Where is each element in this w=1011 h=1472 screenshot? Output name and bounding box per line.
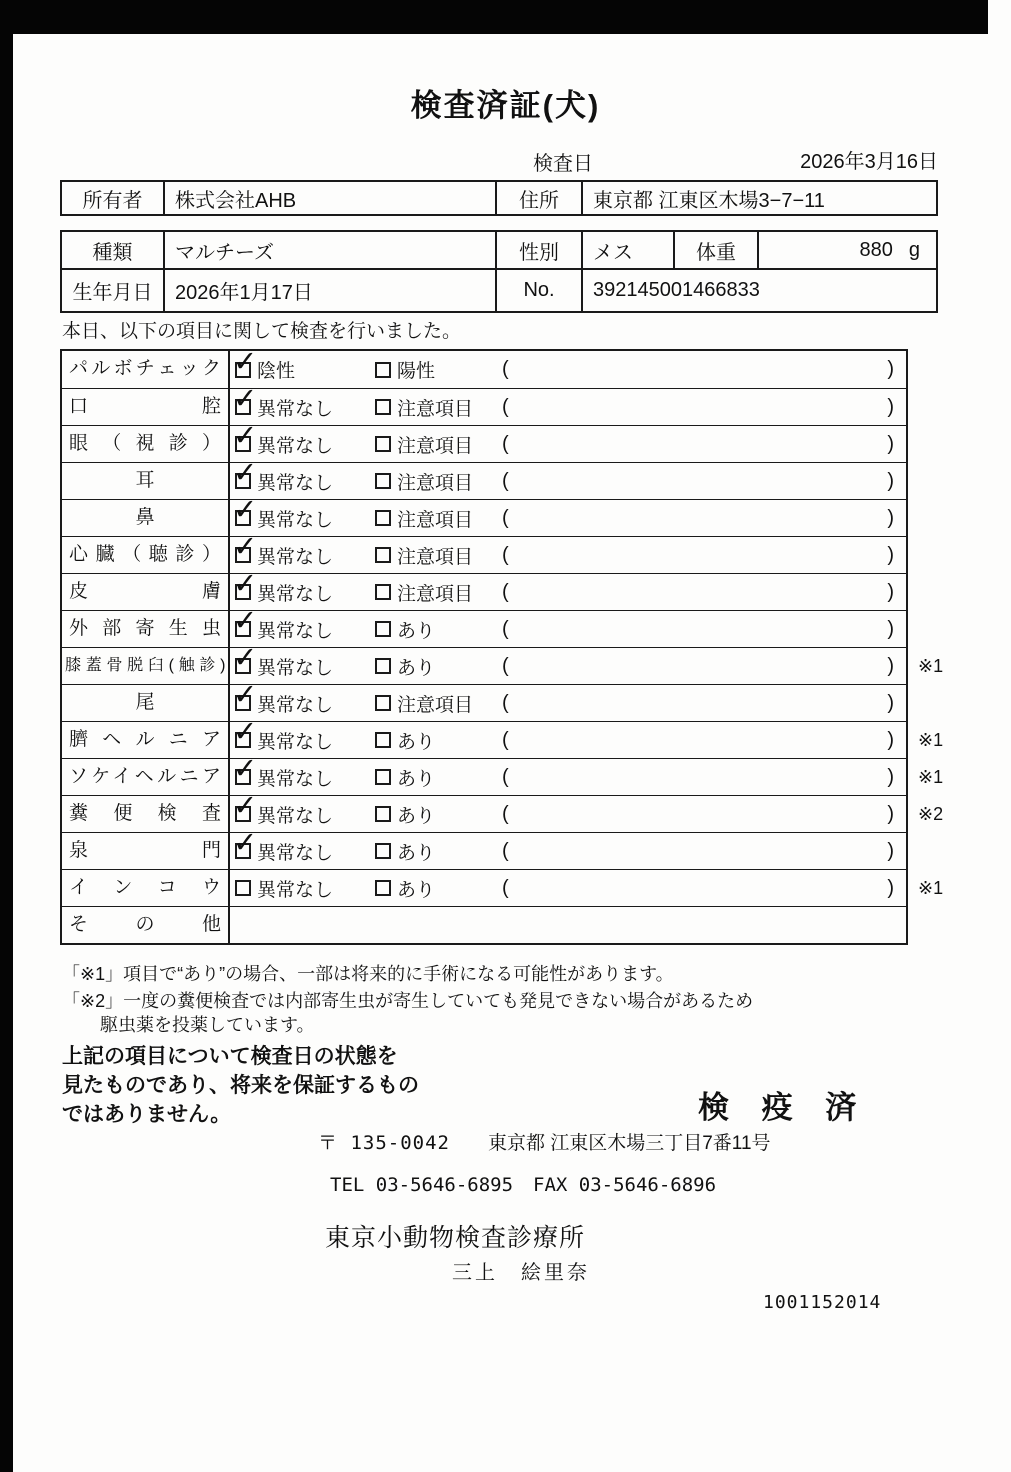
- option-label: 異常なし: [257, 398, 334, 420]
- row-label: 尾: [62, 685, 230, 721]
- row-label: ソケイヘルニア: [62, 759, 230, 795]
- checkbox: [233, 605, 258, 637]
- option-label: 注意項目: [397, 546, 474, 568]
- row-label: 泉門: [62, 833, 230, 869]
- checkbox: [233, 457, 258, 489]
- paren-open: (: [502, 469, 509, 492]
- paren-close: ): [887, 543, 894, 566]
- checkbox: [375, 695, 391, 711]
- table-row: [62, 383, 906, 425]
- option-label: 異常なし: [257, 879, 334, 901]
- option-label: 注意項目: [397, 398, 474, 420]
- option-label: あり: [397, 879, 436, 901]
- checkmark: ✓: [233, 605, 258, 637]
- option-label: 陽性: [397, 361, 436, 382]
- checkbox: [375, 732, 391, 748]
- inspection-date-value: 2026年3月16日: [800, 151, 938, 173]
- option-label: あり: [397, 731, 436, 753]
- option-label: 異常なし: [257, 731, 334, 753]
- checkmark: ✓: [233, 716, 258, 748]
- table-row: [62, 906, 906, 943]
- quarantine-stamp: 検 疫 済: [698, 1090, 869, 1125]
- checkbox: [235, 880, 251, 896]
- checkbox: [375, 473, 391, 489]
- footnote-2: 「※2」一度の糞便検査では内部寄生虫が寄生していても発見できない場合があるため: [62, 991, 754, 1011]
- table-row: [62, 568, 906, 610]
- paren-open: (: [502, 839, 509, 862]
- fax-number: FAX 03-5646-6896: [533, 1174, 717, 1196]
- checkmark: ✓: [233, 420, 258, 452]
- option-label: 異常なし: [257, 768, 334, 790]
- inspection-table: [60, 345, 944, 945]
- option-label: 異常なし: [257, 657, 334, 679]
- footnote-1: 「※1」項目で“あり”の場合、一部は将来的に手術になる可能性があります。: [62, 964, 674, 984]
- row-label: その他: [62, 907, 230, 943]
- option-label: 注意項目: [397, 435, 474, 457]
- serial-number: 1001152014: [763, 1292, 882, 1313]
- checkmark: ✓: [233, 531, 258, 563]
- row-note: ※1: [918, 729, 944, 750]
- table-row: [62, 345, 906, 388]
- birthdate-label: 生年月日: [62, 270, 165, 311]
- checkmark: ✓: [233, 790, 258, 822]
- row-note: ※1: [918, 655, 944, 676]
- address-label: 住所: [497, 182, 583, 214]
- option-label: 注意項目: [397, 694, 474, 716]
- postal-code: 〒 135-0042: [318, 1132, 450, 1154]
- table-row: [62, 716, 944, 758]
- checkbox: [233, 383, 258, 415]
- option-label: 異常なし: [257, 546, 334, 568]
- sex-label: 性別: [497, 232, 583, 268]
- checkbox: [375, 658, 391, 674]
- clinic-name: 東京小動物検査診療所: [325, 1224, 586, 1252]
- checkmark: ✓: [233, 494, 258, 526]
- checkmark: ✓: [233, 753, 258, 785]
- clinic-address: 東京都 江東区木場三丁目7番11号: [487, 1133, 771, 1154]
- row-label: パルボチェック: [62, 351, 230, 388]
- option-label: 注意項目: [397, 509, 474, 531]
- sex-value: メス: [583, 232, 675, 268]
- clinic-address-line: [318, 1128, 771, 1155]
- checkmark: ✓: [233, 642, 258, 674]
- row-note: ※1: [918, 877, 944, 898]
- paren-close: ): [887, 432, 894, 455]
- row-label: 心臓（聴診）: [62, 537, 230, 573]
- option-label: 異常なし: [257, 435, 334, 457]
- table-row: [62, 420, 906, 462]
- owner-value: 株式会社AHB: [165, 182, 497, 214]
- paren-close: ): [887, 839, 894, 862]
- contact-line: [330, 1174, 716, 1196]
- option-label: 異常なし: [257, 583, 334, 605]
- paren-open: (: [502, 617, 509, 640]
- table-row: [62, 494, 906, 536]
- option-label: あり: [397, 620, 436, 642]
- disclaimer-line: ではありません。: [62, 1103, 232, 1126]
- disclaimer: [62, 1042, 419, 1129]
- paren-close: ): [887, 728, 894, 751]
- table-row: [62, 869, 944, 906]
- checkbox: [233, 494, 258, 526]
- row-label: 臍ヘルニア: [62, 722, 230, 758]
- checkbox: [375, 769, 391, 785]
- checkbox: [233, 753, 258, 785]
- row-label: 糞便検査: [62, 796, 230, 832]
- checkbox: [233, 716, 258, 748]
- checkbox: [375, 547, 391, 563]
- paren-open: (: [502, 802, 509, 825]
- checkmark: ✓: [233, 827, 258, 859]
- checkmark: ✓: [233, 457, 258, 489]
- examiner-name: 三上 絵里奈: [452, 1262, 590, 1284]
- table-row: [62, 753, 944, 795]
- row-note: ※2: [918, 803, 944, 824]
- table-row: [62, 457, 906, 499]
- row-label: 口腔: [62, 389, 230, 425]
- breed-label: 種類: [62, 232, 165, 268]
- birthdate-value: 2026年1月17日: [165, 270, 497, 311]
- option-label: 異常なし: [257, 842, 334, 864]
- weight-unit: g: [908, 238, 920, 261]
- paren-open: (: [502, 691, 509, 714]
- paren-open: (: [502, 543, 509, 566]
- paren-close: ): [887, 580, 894, 603]
- table-row: [62, 531, 906, 573]
- owner-table: [60, 180, 938, 216]
- option-label: あり: [397, 768, 436, 790]
- table-row: [62, 790, 944, 832]
- paren-open: (: [502, 876, 509, 899]
- option-label: 異常なし: [257, 805, 334, 827]
- option-label: 異常なし: [257, 694, 334, 716]
- weight-value: 880: [859, 238, 893, 261]
- paren-close: ): [887, 469, 894, 492]
- paren-open: (: [502, 765, 509, 788]
- option-label: 陰性: [257, 361, 296, 382]
- weight-value-cell: [759, 232, 936, 268]
- option-label: 異常なし: [257, 620, 334, 642]
- disclaimer-line: 見たものであり、将来を保証するもの: [62, 1074, 419, 1097]
- footnote-2-cont: 駆虫薬を投薬しています。: [100, 1015, 315, 1035]
- weight-label: 体重: [675, 232, 759, 268]
- checkbox: [375, 880, 391, 896]
- table-row: [62, 827, 906, 869]
- option-label: あり: [397, 842, 436, 864]
- checkbox: [375, 843, 391, 859]
- checkbox: [375, 362, 391, 378]
- paren-close: ): [887, 617, 894, 640]
- checkbox: [375, 806, 391, 822]
- no-label: No.: [497, 270, 583, 311]
- paren-close: ): [887, 876, 894, 899]
- row-label: 外部寄生虫: [62, 611, 230, 647]
- checkmark: ✓: [233, 679, 258, 711]
- checkbox: [233, 345, 258, 378]
- paren-open: (: [502, 654, 509, 677]
- row-label: 耳: [62, 463, 230, 499]
- checkmark: ✓: [233, 345, 258, 378]
- paren-close: ): [887, 802, 894, 825]
- paren-close: ): [887, 654, 894, 677]
- scan-artifact-left: [0, 0, 13, 1472]
- no-value: 392145001466833: [593, 279, 760, 301]
- option-label: 注意項目: [397, 472, 474, 494]
- checkbox: [233, 531, 258, 563]
- breed-value: マルチーズ: [165, 232, 497, 268]
- row-label: 皮膚: [62, 574, 230, 610]
- checkbox: [233, 568, 258, 600]
- tel-number: TEL 03-5646-6895: [330, 1174, 514, 1196]
- scan-artifact-top: [0, 0, 988, 34]
- checkbox: [233, 790, 258, 822]
- option-label: 注意項目: [397, 583, 474, 605]
- animal-info-table: [60, 230, 938, 313]
- paren-open: (: [502, 432, 509, 455]
- row-label: 眼（視診）: [62, 426, 230, 462]
- row-label: 膝蓋骨脱臼(触診): [62, 648, 230, 684]
- checkbox: [375, 510, 391, 526]
- checkmark: ✓: [233, 383, 258, 415]
- table-row: [62, 679, 906, 721]
- checkbox: [375, 399, 391, 415]
- paren-close: ): [887, 358, 894, 380]
- checkbox: [375, 584, 391, 600]
- paren-open: (: [502, 395, 509, 418]
- paren-close: ): [887, 765, 894, 788]
- paren-close: ): [887, 395, 894, 418]
- paren-close: ): [887, 691, 894, 714]
- row-note: ※1: [918, 766, 944, 787]
- paren-open: (: [502, 580, 509, 603]
- checkbox: [233, 420, 258, 452]
- checkbox: [233, 679, 258, 711]
- address-value: 東京都 江東区木場3−7−11: [593, 189, 825, 212]
- owner-label: 所有者: [62, 182, 165, 214]
- paren-close: ): [887, 506, 894, 529]
- disclaimer-line: 上記の項目について検査日の状態を: [62, 1045, 398, 1068]
- table-row: [62, 605, 906, 647]
- paren-open: (: [502, 506, 509, 529]
- intro-text: 本日、以下の項目に関して検査を行いました。: [62, 321, 462, 342]
- option-label: 異常なし: [257, 509, 334, 531]
- checkmark: ✓: [233, 568, 258, 600]
- page-title: 検査済証(犬): [410, 88, 601, 123]
- inspection-date-label: 検査日: [533, 153, 593, 175]
- option-label: 異常なし: [257, 472, 334, 494]
- checkbox: [233, 827, 258, 859]
- table-row: [62, 642, 944, 684]
- row-label: 鼻: [62, 500, 230, 536]
- paren-open: (: [502, 728, 509, 751]
- checkbox: [233, 642, 258, 674]
- option-label: あり: [397, 805, 436, 827]
- checkbox: [375, 436, 391, 452]
- paren-open: (: [502, 358, 509, 380]
- option-label: あり: [397, 657, 436, 679]
- row-label: インコウ: [62, 870, 230, 906]
- checkbox: [375, 621, 391, 637]
